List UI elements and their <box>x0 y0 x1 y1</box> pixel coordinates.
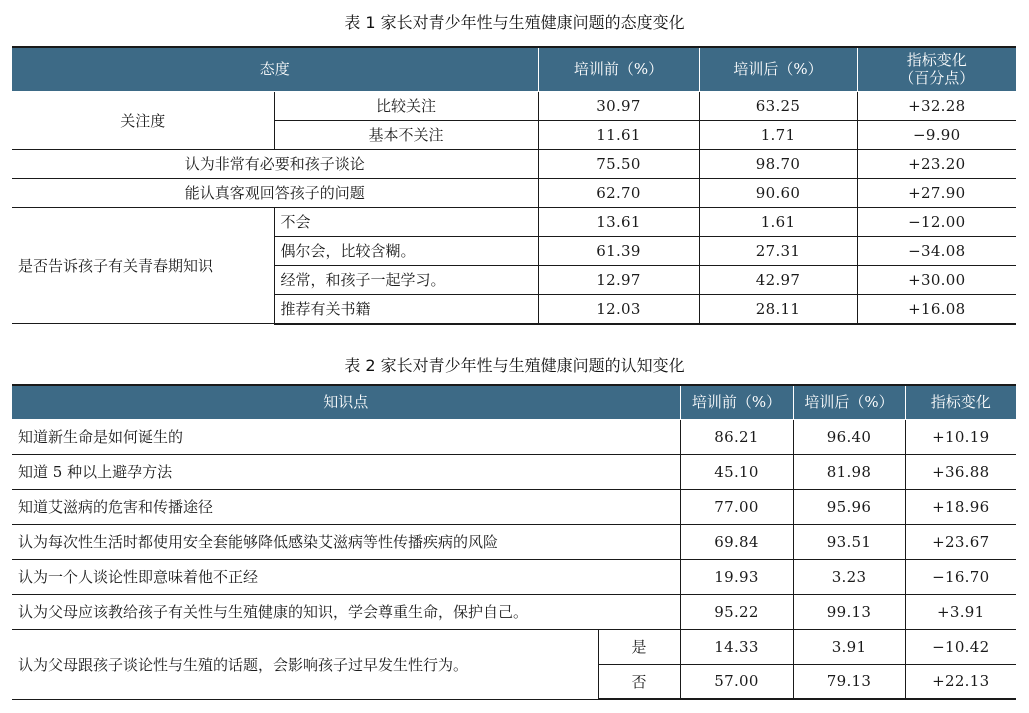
row-label: 能认真客观回答孩子的问题 <box>12 178 538 207</box>
change-value: +18.96 <box>905 489 1016 524</box>
header-change: 指标变化 （百分点） <box>857 47 1016 91</box>
change-value: +27.90 <box>857 178 1016 207</box>
table2-caption: 表 2 家长对青少年性与生殖健康问题的认知变化 <box>344 356 685 375</box>
before-value: 75.50 <box>538 149 699 178</box>
table-row <box>12 594 1016 629</box>
before-value: 45.10 <box>680 454 793 489</box>
table-row <box>12 559 1016 594</box>
group-label: 关注度 <box>12 91 274 149</box>
before-value: 61.39 <box>538 236 699 265</box>
header-before: 培训前（%） <box>538 47 699 91</box>
before-value: 12.97 <box>538 265 699 294</box>
group-label: 是否告诉孩子有关青春期知识 <box>12 207 274 324</box>
row-label: 经常，和孩子一起学习。 <box>274 265 538 294</box>
row-label: 偶尔会，比较含糊。 <box>274 236 538 265</box>
after-value: 96.40 <box>793 419 905 454</box>
header-before: 培训前（%） <box>680 385 793 419</box>
before-value: 69.84 <box>680 524 793 559</box>
row-label: 知道新生命是如何诞生的 <box>12 419 680 454</box>
table-row <box>12 178 1016 207</box>
after-value: 63.25 <box>699 91 857 120</box>
before-value: 95.22 <box>680 594 793 629</box>
after-value: 42.97 <box>699 265 857 294</box>
row-label: 不会 <box>274 207 538 236</box>
row-label: 认为每次性生活时都使用安全套能够降低感染艾滋病等性传播疾病的风险 <box>12 524 680 559</box>
header-change: 指标变化 <box>905 385 1016 419</box>
row-label: 认为非常有必要和孩子谈论 <box>12 149 538 178</box>
before-value: 57.00 <box>680 664 793 699</box>
attitude-table <box>12 46 1016 325</box>
table-row <box>12 149 1016 178</box>
after-value: 99.13 <box>793 594 905 629</box>
group-label: 认为父母跟孩子谈论性与生殖的话题，会影响孩子过早发生性行为。 <box>12 629 598 699</box>
change-value: −10.42 <box>905 629 1016 664</box>
table-row <box>12 454 1016 489</box>
after-value: 98.70 <box>699 149 857 178</box>
after-value: 1.71 <box>699 120 857 149</box>
change-value: −12.00 <box>857 207 1016 236</box>
table-row <box>12 524 1016 559</box>
change-value: +3.91 <box>905 594 1016 629</box>
table-row <box>12 419 1016 454</box>
after-value: 90.60 <box>699 178 857 207</box>
before-value: 14.33 <box>680 629 793 664</box>
change-value: +23.20 <box>857 149 1016 178</box>
after-value: 27.31 <box>699 236 857 265</box>
before-value: 77.00 <box>680 489 793 524</box>
table-row <box>12 91 1016 120</box>
change-value: −16.70 <box>905 559 1016 594</box>
header-knowledge: 知识点 <box>12 385 680 419</box>
row-label: 基本不关注 <box>274 120 538 149</box>
change-value: +32.28 <box>857 91 1016 120</box>
before-value: 30.97 <box>538 91 699 120</box>
after-value: 28.11 <box>699 294 857 324</box>
change-value: +30.00 <box>857 265 1016 294</box>
before-value: 12.03 <box>538 294 699 324</box>
change-value: +10.19 <box>905 419 1016 454</box>
table-row <box>12 489 1016 524</box>
change-value: −9.90 <box>857 120 1016 149</box>
knowledge-table <box>12 384 1016 700</box>
change-value: +22.13 <box>905 664 1016 699</box>
table-row <box>12 207 1016 236</box>
before-value: 11.61 <box>538 120 699 149</box>
table-row <box>12 629 1016 664</box>
change-value: +23.67 <box>905 524 1016 559</box>
after-value: 95.96 <box>793 489 905 524</box>
before-value: 19.93 <box>680 559 793 594</box>
answer-label: 否 <box>598 664 680 699</box>
row-label: 认为一个人谈论性即意味着他不正经 <box>12 559 680 594</box>
table-header-row <box>12 47 1016 91</box>
header-after: 培训后（%） <box>699 47 857 91</box>
row-label: 比较关注 <box>274 91 538 120</box>
change-value: +16.08 <box>857 294 1016 324</box>
after-value: 79.13 <box>793 664 905 699</box>
change-value: −34.08 <box>857 236 1016 265</box>
table1-caption: 表 1 家长对青少年性与生殖健康问题的态度变化 <box>344 13 685 32</box>
header-after: 培训后（%） <box>793 385 905 419</box>
row-label: 知道艾滋病的危害和传播途径 <box>12 489 680 524</box>
row-label: 认为父母应该教给孩子有关性与生殖健康的知识，学会尊重生命，保护自己。 <box>12 594 680 629</box>
row-label: 推荐有关书籍 <box>274 294 538 324</box>
header-attitude: 态度 <box>12 47 538 91</box>
after-value: 1.61 <box>699 207 857 236</box>
after-value: 81.98 <box>793 454 905 489</box>
before-value: 13.61 <box>538 207 699 236</box>
after-value: 3.91 <box>793 629 905 664</box>
before-value: 86.21 <box>680 419 793 454</box>
row-label: 知道 5 种以上避孕方法 <box>12 454 680 489</box>
after-value: 93.51 <box>793 524 905 559</box>
after-value: 3.23 <box>793 559 905 594</box>
table-header-row <box>12 385 1016 419</box>
answer-label: 是 <box>598 629 680 664</box>
change-value: +36.88 <box>905 454 1016 489</box>
before-value: 62.70 <box>538 178 699 207</box>
